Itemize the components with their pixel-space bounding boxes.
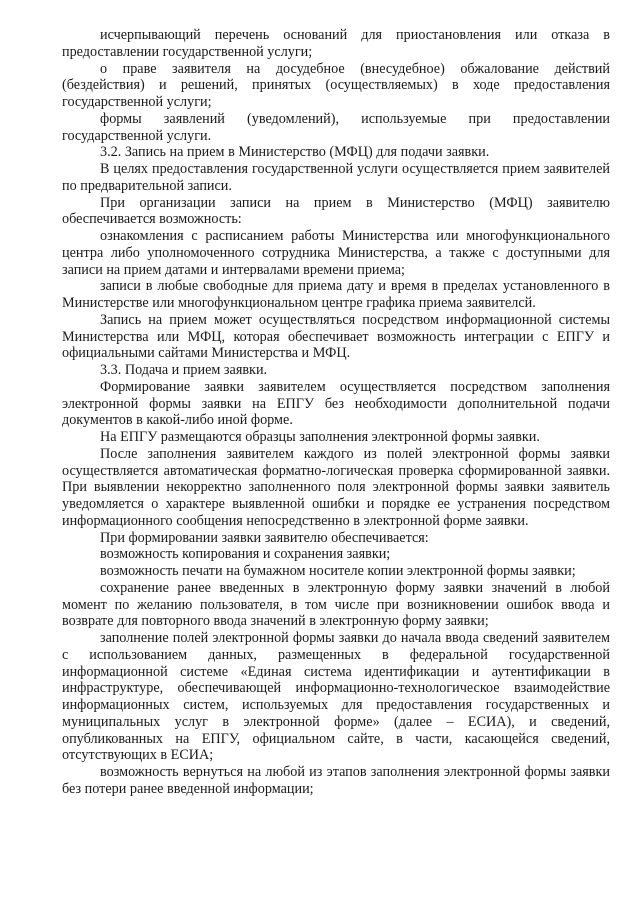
paragraph-return-steps: возможность вернуться на любой из этапов заполнения электронной формы заявки без потери ранее введенной информации;	[62, 764, 610, 797]
document-page	[62, 27, 610, 798]
paragraph-schedule-review: ознакомления с расписанием работы Министерства или многофункционального центра либо уполномоченного сотрудника Министерства, а также с доступными для записи на прием датами и интервалами времени приема;	[62, 228, 610, 278]
paragraph-registration-system: Запись на прием может осуществляться посредством информационной системы Министерства или МФЦ, которая обеспечивает возможность интеграции с ЕПГУ и официальными сайтами Министерства и МФЦ.	[62, 311, 610, 362]
paragraph-appeal-right: о праве заявителя на досудебное (внесудебное) обжалование действий (бездействия) и решений, принятых (осуществляемых) в ходе предоставления государственной услуги;	[62, 60, 610, 110]
paragraph-save-values: сохранение ранее введенных в электронную форму заявки значений в любой момент по желанию пользователя, в том числе при возникновении ошибок ввода и возврате для повторного ввода значений в электронную форму заявки;	[62, 579, 610, 630]
section-heading-3-3: 3.3. Подача и прием заявки.	[100, 362, 268, 378]
paragraph-grounds-list: исчерпывающий перечень оснований для приостановления или отказа в предоставлении государственной услуги;	[62, 27, 610, 60]
paragraph-form-samples: На ЕПГУ размещаются образцы заполнения электронной формы заявки.	[100, 429, 540, 445]
paragraph-pre-registration: В целях предоставления государственной услуги осуществляется прием заявителей по предварительной записи.	[62, 161, 610, 194]
paragraph-free-slots: записи в любые свободные для приема дату и время в пределах установленного в Министерстве или многофункциональном центре графика приема заявителсй.	[62, 278, 610, 311]
paragraph-copy-save: возможность копирования и сохранения заявки;	[100, 546, 391, 563]
paragraph-provided-features: При формировании заявки заявителю обеспечивается:	[100, 529, 429, 546]
paragraph-application-forms: формы заявлений (уведомлений), используемые при предоставлении государственной услуги.	[62, 110, 610, 144]
paragraph-esia-prefill: заполнение полей электронной формы заявки до начала ввода сведений заявителем с использованием данных, размещенных в федеральной государственной информационной системе «Единая система идентификации и аутентификации в инфраструктуре, обеспечивающей информационно-технологическое взаимодействие информационных систем, используемых для предоставления государственных и муниципальных услуг в электронной форме» (далее – ЕСИА), и сведений, опубликованных на ЕПГУ, официальном сайте, в части, касающейся сведений, отсутствующих в ЕСИА;	[62, 630, 610, 764]
paragraph-format-check: После заполнения заявителем каждого из полей электронной формы заявки осуществляется автоматическая форматно-логическая проверка сформированной заявки. При выявлении некорректно заполненного поля электронной формы заявки заявитель уведомляется о характере выявленной ошибки и порядке ее устранения посредством информационного сообщения непосредственно в электронной форме заявки.	[62, 445, 610, 529]
paragraph-print: возможность печати на бумажном носителе копии электронной формы заявки;	[100, 563, 576, 579]
paragraph-registration-options: При организации записи на прием в Министерство (МФЦ) заявителю обеспечивается возможность:	[62, 194, 610, 228]
paragraph-form-filling: Формирование заявки заявителем осуществляется посредством заполнения электронной формы заявки на ЕПГУ без необходимости дополнительной подачи документов в какой-либо иной форме.	[62, 378, 610, 429]
section-heading-3-2: 3.2. Запись на прием в Министерство (МФЦ) для подачи заявки.	[100, 144, 490, 161]
